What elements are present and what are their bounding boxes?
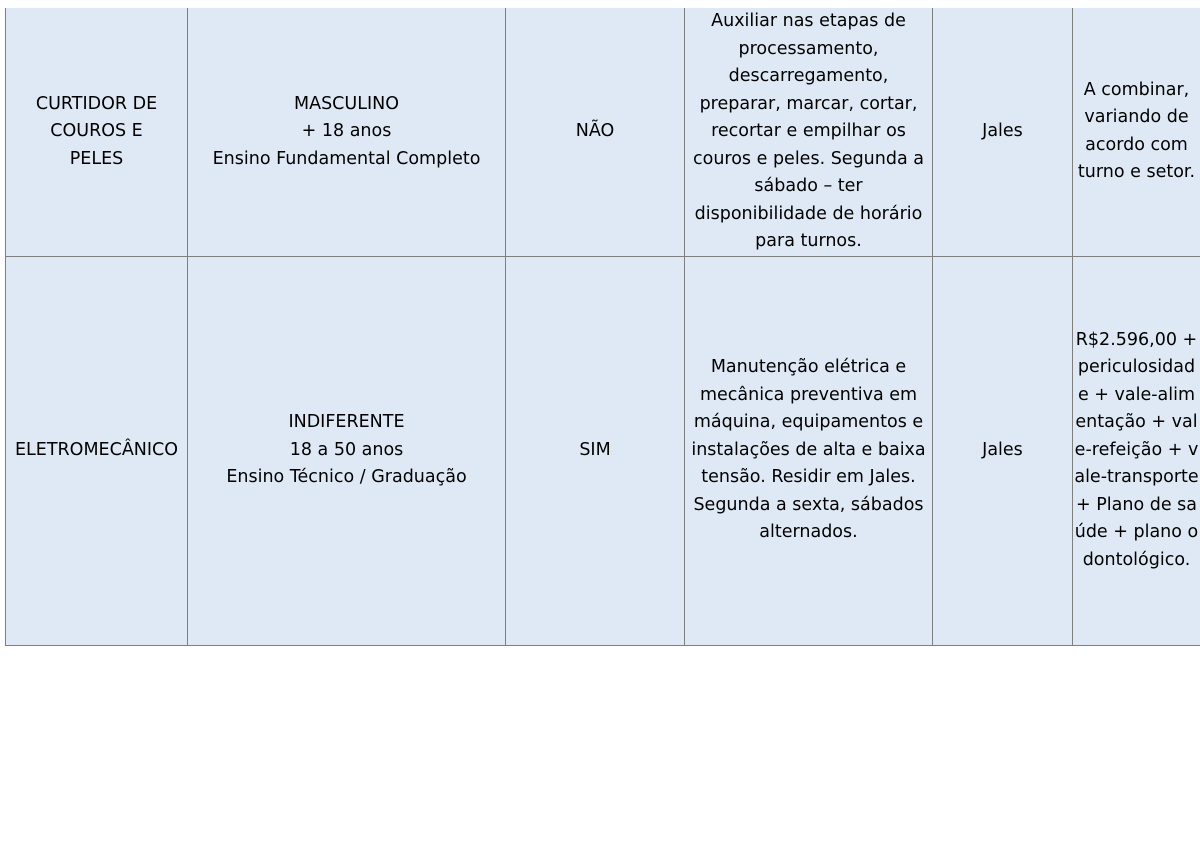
experience-cell: [506, 256, 685, 645]
salary-text: R$2.596,00 + periculosidade + vale-alimentação + vale-refeição + vale-transporte + Plano de saúde + plano odontológico.: [1074, 329, 1199, 570]
activities-cell: [685, 256, 933, 645]
job-title: ELETROMECÂNICO: [14, 439, 179, 460]
profile-education: Ensino Técnico / Graduação: [226, 467, 467, 488]
activities-cell: [685, 8, 933, 256]
profile-cell: [188, 8, 506, 256]
salary-cell: [1073, 8, 1200, 256]
table-row: [6, 8, 1200, 256]
profile-cell: [188, 256, 506, 645]
experience-value: SIM: [579, 439, 611, 460]
city-value: Jales: [982, 121, 1023, 141]
city-cell: [933, 256, 1073, 645]
activities-text: Manutenção elétrica e mecânica preventiva em máquina, equipamentos e instalações de alta e baixa tensão. Residir em Jales. Segunda a sexta, sábados alternados.: [691, 357, 926, 543]
salary-text: A combinar, variando de acordo com turno e setor.: [1077, 79, 1196, 183]
city-cell: [933, 8, 1073, 256]
profile-gender: INDIFERENTE: [288, 412, 405, 433]
profile-age: + 18 anos: [301, 121, 392, 141]
city-value: Jales: [982, 439, 1023, 460]
salary-cell: [1073, 256, 1200, 645]
experience-value: NÃO: [575, 121, 615, 141]
job-title-cell: [6, 256, 188, 645]
experience-cell: [506, 8, 685, 256]
table-row: [6, 256, 1200, 645]
profile-age: 18 a 50 anos: [289, 439, 404, 460]
profile-education: Ensino Fundamental Completo: [212, 148, 481, 169]
job-title: CURTIDOR DE COUROS E PELES: [35, 93, 158, 169]
activities-text: Auxiliar nas etapas de processamento, descarregamento, preparar, marcar, cortar, recortar e empilhar os couros e peles. Segunda a sábado – ter disponibilidade de horário para turnos.: [693, 11, 924, 251]
job-listings-table: [5, 8, 1200, 646]
profile-gender: MASCULINO: [294, 93, 399, 114]
job-title-cell: [6, 8, 188, 256]
